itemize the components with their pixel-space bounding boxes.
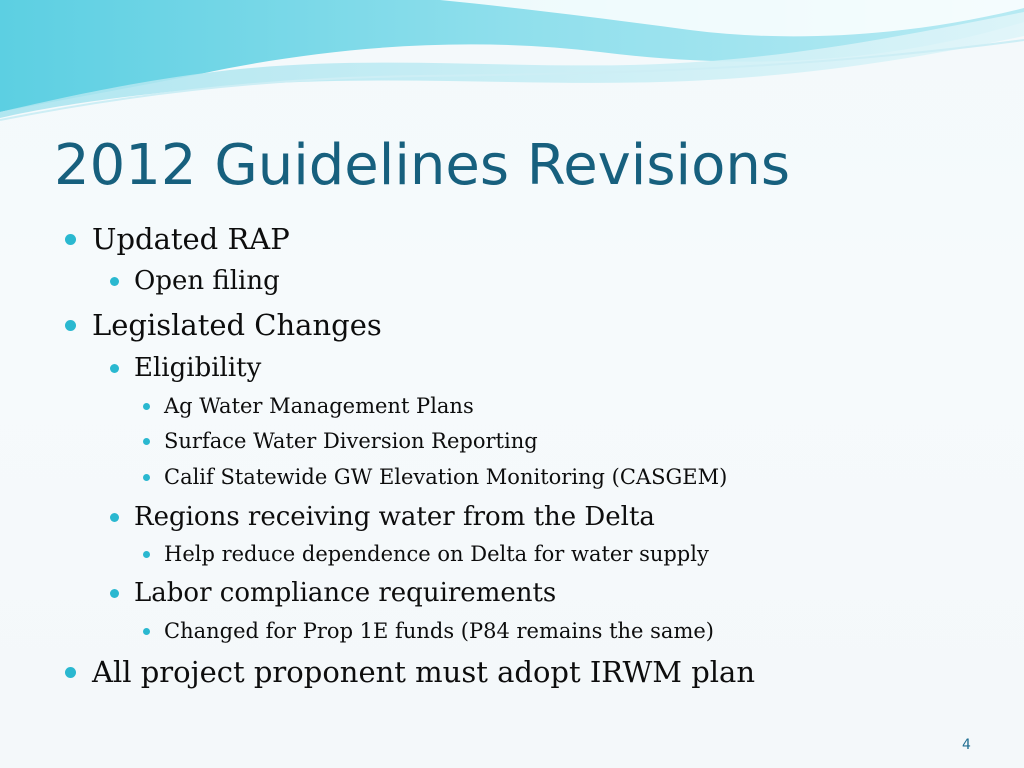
bullet-labor-compliance (134, 578, 556, 608)
bullet-legislated-changes (92, 308, 382, 342)
bullet-text: Changed for Prop 1E funds (P84 remains the same) (164, 619, 714, 643)
bullet-dot-icon (110, 277, 119, 286)
bullet-regions-delta (134, 502, 655, 532)
bullet-eligibility (134, 353, 261, 383)
bullet-dot-icon (143, 628, 150, 635)
bullet-irwm-plan (92, 655, 755, 689)
bullet-dot-icon (143, 438, 150, 445)
wave-header-decoration (0, 0, 1024, 140)
bullet-text: All project proponent must adopt IRWM plan (92, 655, 756, 689)
bullet-dot-icon (65, 667, 76, 678)
bullet-updated-rap (92, 222, 290, 256)
bullet-text: Calif Statewide GW Elevation Monitoring (CASGEM) (164, 465, 728, 489)
bullet-ag-water (164, 393, 474, 419)
page-number: 4 (962, 737, 971, 753)
bullet-open-filing (134, 266, 280, 296)
bullet-dot-icon (110, 589, 119, 598)
bullet-surface-water (164, 428, 538, 454)
bullet-dot-icon (143, 403, 150, 410)
bullet-casgem (164, 464, 727, 490)
bullet-dot-icon (143, 551, 150, 558)
bullet-text: Legislated Changes (92, 308, 382, 342)
bullet-reduce-dependence (164, 541, 709, 567)
bullet-dot-icon (110, 364, 119, 373)
bullet-text: Help reduce dependence on Delta for water supply (164, 542, 709, 566)
bullet-text: Open filing (134, 266, 280, 296)
bullet-text: Eligibility (134, 353, 262, 383)
bullet-prop-1e (164, 618, 714, 644)
bullet-dot-icon (65, 234, 76, 245)
bullet-text: Labor compliance requirements (134, 578, 557, 608)
bullet-text: Updated RAP (92, 222, 290, 256)
bullet-text: Surface Water Diversion Reporting (164, 429, 538, 453)
bullet-dot-icon (65, 320, 76, 331)
bullet-text: Ag Water Management Plans (164, 394, 474, 418)
slide-title: 2012 Guidelines Revisions (54, 133, 791, 198)
bullet-text: Regions receiving water from the Delta (134, 502, 655, 532)
bullet-dot-icon (110, 513, 119, 522)
bullet-dot-icon (143, 474, 150, 481)
